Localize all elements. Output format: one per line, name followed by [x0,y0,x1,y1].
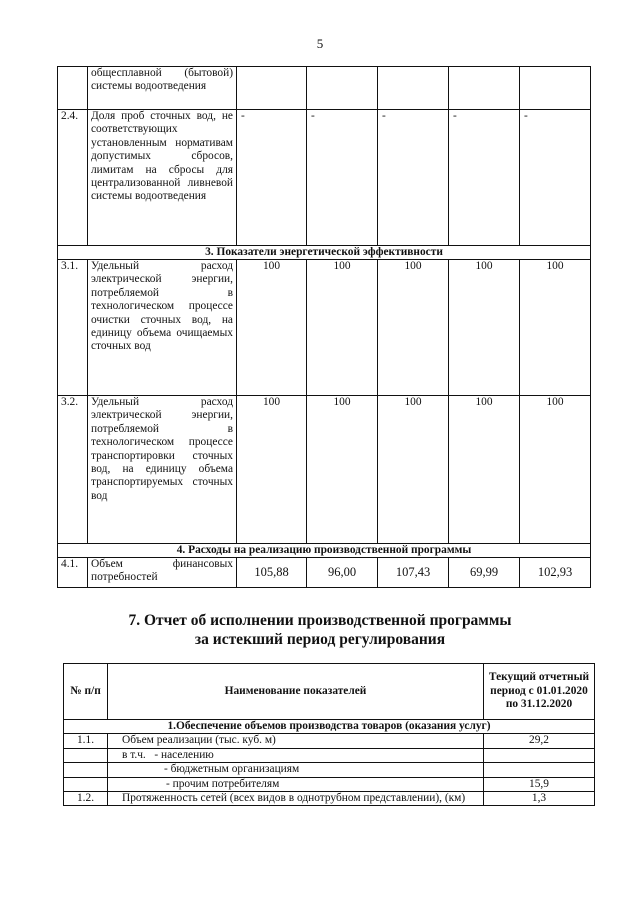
row-number: 1.1. [64,734,108,748]
value-cell: - [378,110,449,246]
report-heading-line1: 7. Отчет об исполнении производственной программы [128,612,512,629]
table-row [64,748,595,762]
value-cell: 107,43 [378,558,449,588]
value-cell: 100 [449,260,520,396]
value-cell: 1,3 [484,792,595,806]
table-row [58,67,591,110]
value-cell: 100 [520,396,591,544]
indicator-name: Удельный расход электрической энергии, потребляемой в технологическом процессе транспортировки сточных вод, на единицу объема транспортируемых сточных вод [88,396,237,544]
value-cell [484,748,595,762]
page-number: 5 [316,36,324,51]
indicators-table-continued [57,66,591,588]
value-cell: 100 [378,260,449,396]
section-header [64,720,595,734]
value-cell: 100 [520,260,591,396]
row-number [58,67,88,110]
header-number: № п/п [64,664,108,720]
indicator-name: - прочим потребителям [108,777,484,791]
indicator-name: Удельный расход электрической энергии, потребляемой в технологическом процессе очистки сточных вод, на единицу объема очищаемых сточных вод [88,260,237,396]
value-cell: 96,00 [307,558,378,588]
value-cell: 100 [237,260,307,396]
value-cell: 100 [237,396,307,544]
incl-prefix: в т.ч. [122,748,146,761]
report-table [63,663,595,806]
table-row [58,110,591,246]
row-number: 3.2. [58,396,88,544]
header-name: Наименование показателей [108,664,484,720]
section-header [58,544,591,558]
indicator-name: Объем реализации (тыс. куб. м) [108,734,484,748]
table-row [64,763,595,777]
section-title: 3. Показатели энергетической эффективности [58,246,591,260]
header-period: Текущий отчетный период с 01.01.2020 по 31.12.2020 [484,664,595,720]
table-header-row [64,664,595,720]
table-row [58,558,591,588]
section-header [58,246,591,260]
value-cell: - [449,110,520,246]
table-row [64,734,595,748]
indicator-name: - бюджетным организациям [108,763,484,777]
indicator-name: Доля проб сточных вод, не соответствующих установленным нормативам допустимых сбросов, лимитам на сбросы для централизованной ливневой системы водоотведения [88,110,237,246]
table-row [64,792,595,806]
section-title: 4. Расходы на реализацию производственной программы [58,544,591,558]
indicator-name [108,748,484,762]
value-cell: 69,99 [449,558,520,588]
indicator-name: Объем финансовых потребностей [88,558,237,588]
incl-name: - населению [154,748,214,761]
table-row [64,777,595,791]
indicator-name: Протяженность сетей (всех видов в однотрубном представлении), (км) [108,792,484,806]
value-cell: 100 [449,396,520,544]
value-cell: - [237,110,307,246]
value-cell: - [520,110,591,246]
value-cell: 29,2 [484,734,595,748]
value-cell [484,763,595,777]
table-row [58,260,591,396]
value-cell: 100 [307,260,378,396]
report-heading-line2: за истекший период регулирования [194,631,446,648]
value-cell: 100 [378,396,449,544]
row-number: 2.4. [58,110,88,246]
table-row [58,396,591,544]
section-title: 1.Обеспечение объемов производства товаров (оказания услуг) [64,720,595,734]
row-number: 4.1. [58,558,88,588]
row-number: 3.1. [58,260,88,396]
value-cell: 105,88 [237,558,307,588]
indicator-name: общесплавной (бытовой) системы водоотведения [88,67,237,110]
value-cell: 100 [307,396,378,544]
row-number: 1.2. [64,792,108,806]
value-cell: 102,93 [520,558,591,588]
value-cell: - [307,110,378,246]
value-cell: 15,9 [484,777,595,791]
